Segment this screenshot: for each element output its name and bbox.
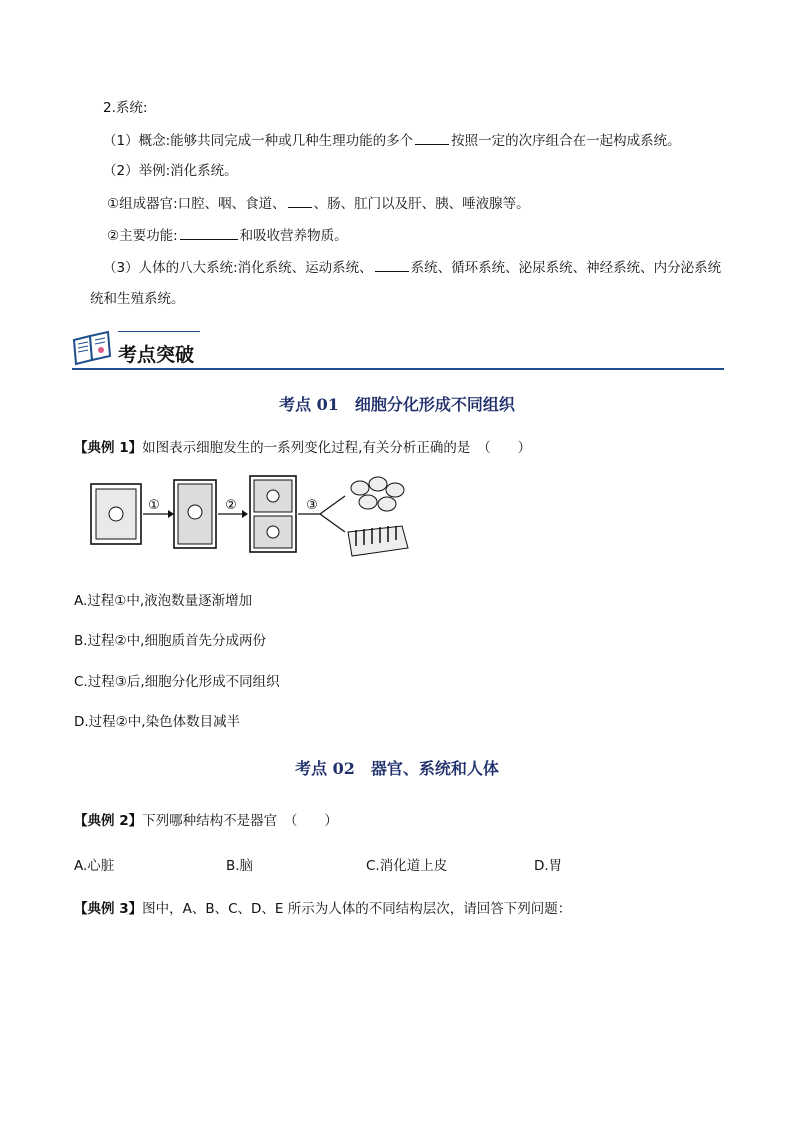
banner-underline <box>72 368 724 370</box>
book-icon <box>70 330 114 366</box>
option-c[interactable]: C.过程③后,细胞分化形成不同组织 <box>74 674 280 690</box>
example3-label: 【典例 3】 <box>74 901 143 917</box>
system-example <box>103 161 238 181</box>
step-1-label: ① <box>148 498 160 513</box>
example3-question <box>74 899 571 919</box>
system-organs <box>107 193 530 214</box>
organs-blank <box>288 193 312 208</box>
cell-3 <box>250 476 296 552</box>
concept-text-a: （1）概念:能够共同完成一种或几种生理功能的多个 <box>103 133 414 149</box>
tissue-columnar <box>348 526 408 556</box>
eight-text-a: （3）人体的八大系统:消化系统、运动系统、 <box>103 260 373 276</box>
function-text-b: 和吸收营养物质。 <box>239 228 348 244</box>
system-heading-text: 2.系统: <box>103 100 148 116</box>
example2-option-b[interactable]: B.脑 <box>226 858 254 874</box>
function-text-a: ②主要功能: <box>107 228 178 244</box>
example2-label: 【典例 2】 <box>74 813 143 829</box>
arrow-2-head <box>242 510 248 518</box>
eight-text-b: 系统、循环系统、泌尿系统、神经系统、内分泌系统 <box>410 260 722 276</box>
example2-option-d[interactable]: D.胃 <box>534 858 563 874</box>
banner-title: 考点突破 <box>118 344 195 366</box>
system-heading <box>103 98 147 118</box>
example-text: （2）举例:消化系统。 <box>103 163 238 179</box>
example2-option-c[interactable]: C.消化道上皮 <box>366 858 448 874</box>
cell-1 <box>91 484 141 544</box>
example2-text: 下列哪种结构不是器官 （ ） <box>142 813 338 829</box>
option-b[interactable]: B.过程②中,细胞质首先分成两份 <box>74 633 266 649</box>
cell-2 <box>174 480 216 548</box>
arrow-3-down <box>320 514 345 532</box>
example1-text: 如图表示细胞发生的一系列变化过程,有关分析正确的是 （ ） <box>142 440 532 456</box>
organs-text-a: ①组成器官:口腔、咽、食道、 <box>107 196 286 212</box>
point2-heading: 考点 02 器官、系统和人体 <box>295 759 499 778</box>
example1-label: 【典例 1】 <box>74 440 143 456</box>
example1-question <box>74 438 531 458</box>
concept-text-b: 按照一定的次序组合在一起构成系统。 <box>451 133 681 149</box>
system-eight-cont <box>90 289 185 309</box>
eight-blank <box>375 257 409 272</box>
example2-question <box>74 811 338 831</box>
organs-text-b: 、肠、肛门以及肝、胰、唾液腺等。 <box>313 196 530 212</box>
step-2-label: ② <box>225 498 237 513</box>
step-3-label: ③ <box>306 498 318 513</box>
cell-process-figure <box>90 474 420 564</box>
option-d[interactable]: D.过程②中,染色体数目减半 <box>74 714 241 730</box>
example3-text: 图中，A、B、C、D、E 所示为人体的不同结构层次，请回答下列问题： <box>142 901 572 917</box>
concept-blank <box>415 130 449 145</box>
system-concept <box>103 130 681 151</box>
eight-text-c: 统和生殖系统。 <box>90 291 185 307</box>
option-a[interactable]: A.过程①中,液泡数量逐渐增加 <box>74 593 253 609</box>
system-eight <box>103 257 721 278</box>
function-blank <box>180 225 238 240</box>
arrow-3-up <box>320 496 345 514</box>
banner-topline <box>118 331 200 332</box>
point1-heading: 考点 01 细胞分化形成不同组织 <box>279 395 515 414</box>
arrow-1-head <box>168 510 174 518</box>
example2-option-a[interactable]: A.心脏 <box>74 858 115 874</box>
tissue-round <box>351 477 404 511</box>
system-function <box>107 225 348 246</box>
